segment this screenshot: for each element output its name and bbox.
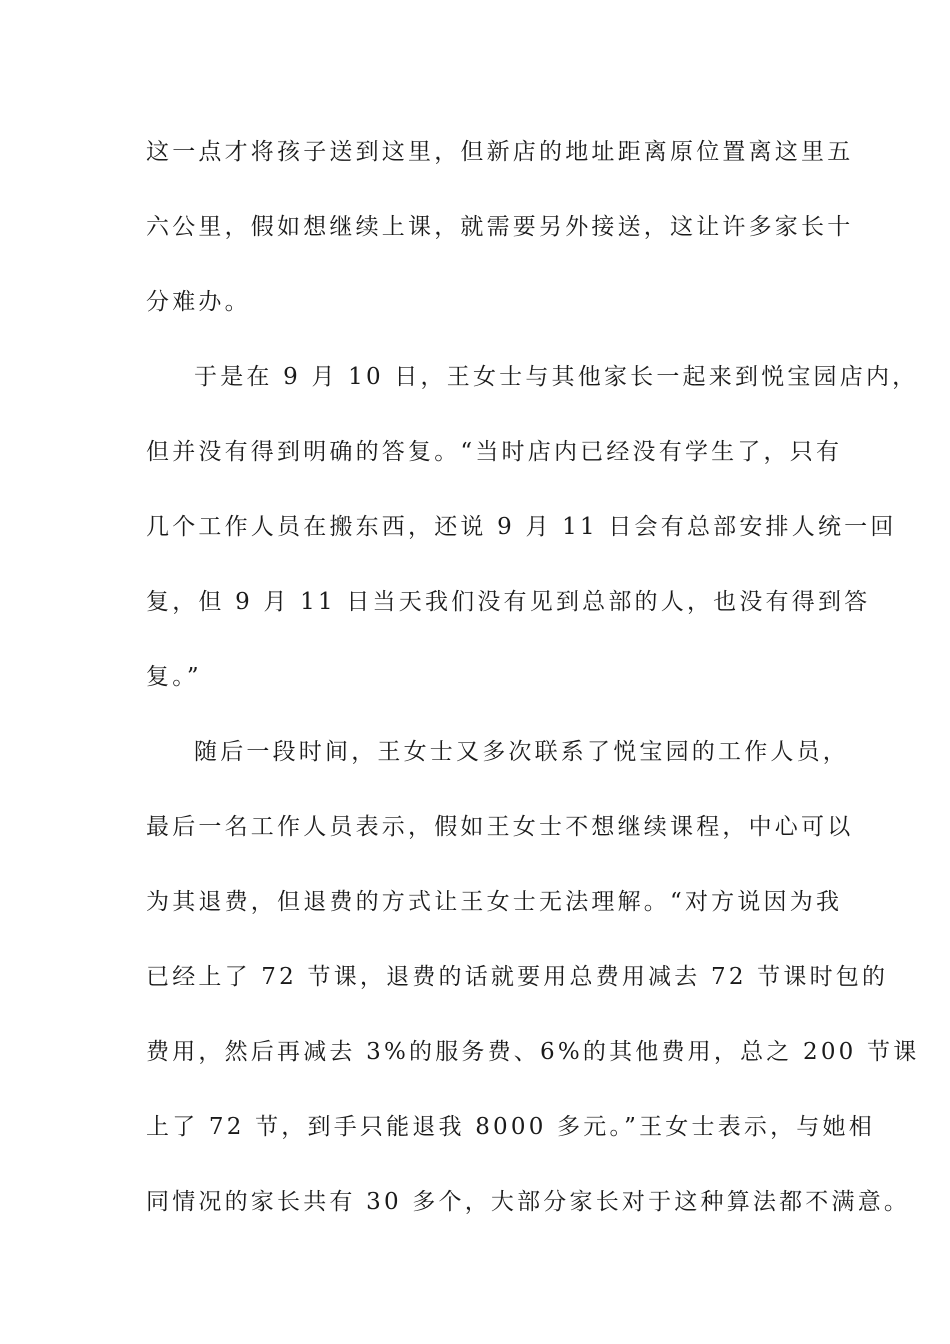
text-line: 最后一名工作人员表示，假如王女士不想继续课程，中心可以 [146,814,854,840]
text-line: 费用，然后再减去 3%的服务费、6%的其他费用，总之 200 节课 [146,1039,920,1065]
text-line: 为其退费，但退费的方式让王女士无法理解。“对方说因为我 [146,889,843,915]
text-line: 上了 72 节，到手只能退我 8000 多元。”王女士表示，与她相 [146,1114,875,1140]
text-line: 复。” [146,664,202,690]
text-line: 这一点才将孩子送到这里，但新店的地址距离原位置离这里五 [146,139,854,165]
text-line: 六公里，假如想继续上课，就需要另外接送，这让许多家长十 [146,214,854,240]
text-line: 几个工作人员在搬东西，还说 9 月 11 日会有总部安排人统一回 [146,514,897,540]
paragraph-start-line: 随后一段时间，王女士又多次联系了悦宝园的工作人员， [194,739,849,765]
text-line: 复，但 9 月 11 日当天我们没有见到总部的人，也没有得到答 [146,589,871,615]
paragraph-start-line: 于是在 9 月 10 日，王女士与其他家长一起来到悦宝园店内， [194,364,919,390]
text-line: 分难办。 [146,289,251,315]
text-line: 已经上了 72 节课，退费的话就要用总费用减去 72 节课时包的 [146,964,889,990]
text-line: 但并没有得到明确的答复。“当时店内已经没有学生了，只有 [146,439,843,465]
text-line: 同情况的家长共有 30 多个，大部分家长对于这种算法都不满意。 [146,1189,911,1215]
